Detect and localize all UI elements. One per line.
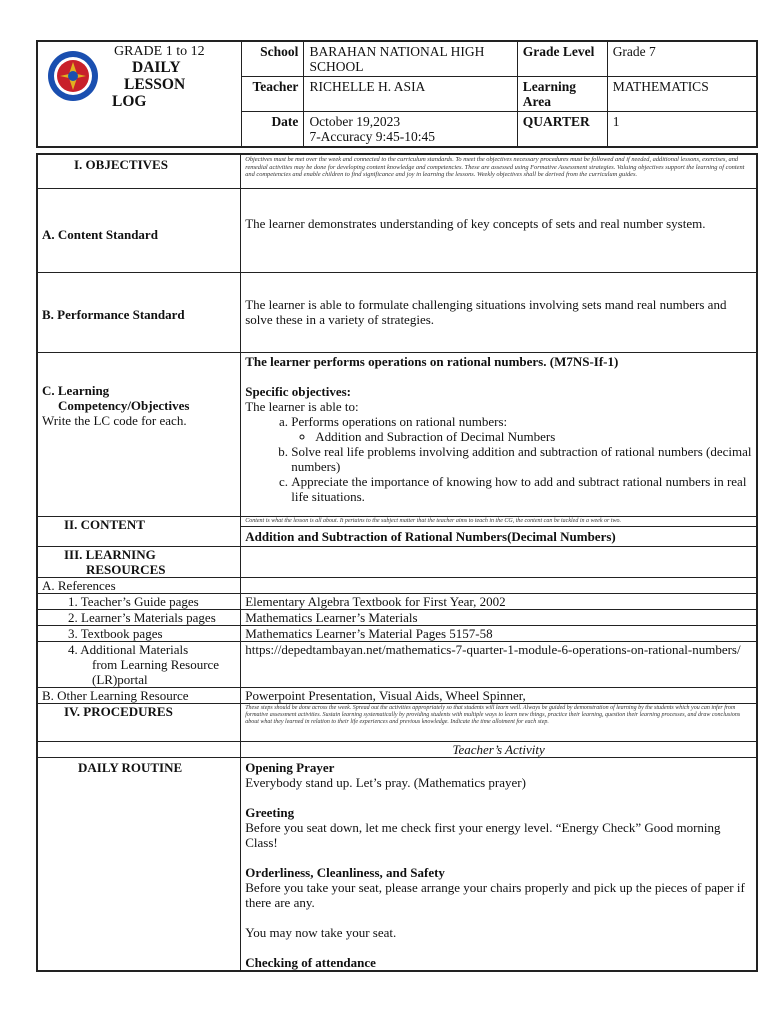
procedures-label: IV. PROCEDURES <box>37 703 241 741</box>
grade-level-value: Grade 7 <box>607 41 757 77</box>
references-value <box>241 577 757 593</box>
competency-main: The learner performs operations on rational numbers. (M7NS-If-1) <box>245 353 619 369</box>
textbook-pages-value: Mathematics Learner’s Material Pages 5157-58 <box>241 625 757 641</box>
date-line: October 19,2023 <box>309 114 401 129</box>
grade-level-label: Grade Level <box>517 41 607 77</box>
objective-a-bullet: ◦ Addition and Subraction of Decimal Numbers <box>315 429 752 444</box>
objective-a: Performs operations on rational numbers: <box>291 413 508 429</box>
performance-standard-text: The learner is able to formulate challenging situations involving sets mand real numbers and solve these in a variety of strategies. <box>241 272 757 352</box>
quarter-label: QUARTER <box>517 112 607 148</box>
attendance-title: Checking of attendance <box>245 954 376 970</box>
objectives-note: Objectives must be met over the week and connected to the curriculum standards. To meet the objectives necessary procedures must be followed and if needed, additional lessons, exercises, and remedial activities may be done for developing content knowledge and competencies. These are assessed using Formative Assessment strategies. Valuing objectives support the learning of content and competencies and enable children to find significance and joy in learning the lessons. Weekly objectives shall be derived from the curriculum guides. <box>241 154 757 188</box>
content-label: II. CONTENT <box>37 516 241 546</box>
date-label: Date <box>242 112 304 148</box>
learning-resources-line1: III. LEARNING <box>64 546 156 562</box>
content-standard-text: The learner demonstrates understanding of key concepts of sets and real number system. <box>241 188 757 272</box>
learners-materials-label: 2. Learner’s Materials pages <box>37 609 241 625</box>
orderliness-title: Orderliness, Cleanliness, and Safety <box>245 864 445 880</box>
performance-standard-label: B. Performance Standard <box>37 272 241 352</box>
objective-a-sublist <box>291 429 752 444</box>
lesson-table <box>36 153 758 972</box>
content-text: Addition and Subtraction of Rational Numbers(Decimal Numbers) <box>241 526 757 546</box>
teacher-value: RICHELLE H. ASIA <box>304 77 517 112</box>
competency-label-line3: Write the LC code for each. <box>42 412 187 428</box>
header-title-cell <box>37 41 242 147</box>
teacher-activity-left <box>37 741 241 757</box>
additional-materials-line2: from Learning Resource <box>92 656 220 672</box>
competency-label-line2: Competency/Objectives <box>58 397 190 413</box>
grade-range: GRADE 1 to 12 <box>114 44 205 59</box>
teacher-activity-header: Teacher’s Activity <box>241 741 757 757</box>
objective-c: c. Appreciate the importance of knowing how to add and subtract rational numbers in real life situations. <box>291 474 752 504</box>
specific-objectives-heading: Specific objectives: <box>245 383 351 399</box>
daily-routine-content <box>241 757 757 971</box>
textbook-pages-label: 3. Textbook pages <box>37 625 241 641</box>
title-lesson: LESSON <box>124 76 186 93</box>
learning-area-label: Learning Area <box>517 77 607 112</box>
additional-materials-label <box>37 641 241 687</box>
opening-prayer-text: Everybody stand up. Let’s pray. (Mathematics prayer) <box>245 774 526 790</box>
competency-label-line1: C. Learning <box>42 382 110 398</box>
title-daily: DAILY <box>132 59 181 76</box>
opening-prayer-title: Opening Prayer <box>245 759 335 775</box>
header-table <box>36 40 758 148</box>
procedures-note: These steps should be done across the week. Spread out the activities appropriately so that students will learn well. Always be guided by demonstration of learning by the students which you can infer from formative assessment activities. Sustain learning systematically by providing students with multiple ways to learn new things, practice their learning, question their learning processes, and draw conclusions about what they learned in relation to their life experiences and previous knowledge. Indicate the time allotment for each step. <box>241 703 757 741</box>
content-standard-label: A. Content Standard <box>37 188 241 272</box>
objective-b: b. Solve real life problems involving addition and subtraction of rational numbers (decimal numbers) <box>291 444 752 474</box>
take-seat-text: You may now take your seat. <box>245 924 397 940</box>
content-note: Content is what the lesson is all about. It pertains to the subject matter that the teacher aims to teach in the CG, the content can be tackled in a week or two. <box>241 516 757 526</box>
additional-materials-line1: 4. Additional Materials <box>68 641 189 657</box>
deped-seal-icon <box>46 48 100 104</box>
orderliness-text: Before you take your seat, please arrange your chairs properly and pick up the pieces of paper if there are any. <box>245 879 745 910</box>
teacher-label: Teacher <box>242 77 304 112</box>
section-time-line: 7-Accuracy 9:45-10:45 <box>309 129 436 144</box>
learning-resources-value <box>241 546 757 577</box>
competency-label <box>37 352 241 516</box>
other-resource-label: B. Other Learning Resource <box>37 687 241 703</box>
objectives-label: I. OBJECTIVES <box>37 154 241 188</box>
title-log: LOG <box>112 93 147 110</box>
quarter-value: 1 <box>607 112 757 148</box>
teachers-guide-value: Elementary Algebra Textbook for First Year, 2002 <box>241 593 757 609</box>
learning-area-value: MATHEMATICS <box>607 77 757 112</box>
learning-resources-label <box>37 546 241 577</box>
additional-materials-line3: (LR)portal <box>92 671 148 687</box>
learning-resources-line2: RESOURCES <box>86 561 166 577</box>
additional-materials-value: https://depedtambayan.net/mathematics-7-quarter-1-module-6-operations-on-rational-numbers/ <box>241 641 757 687</box>
list-item <box>291 414 752 444</box>
teachers-guide-label: 1. Teacher’s Guide pages <box>37 593 241 609</box>
school-value: BARAHAN NATIONAL HIGH SCHOOL <box>304 41 517 77</box>
greeting-text: Before you seat down, let me check first your energy level. “Energy Check” Good morning Class! <box>245 819 721 850</box>
competency-content <box>241 352 757 516</box>
able-to-text: The learner is able to: <box>245 398 359 414</box>
school-label: School <box>242 41 304 77</box>
learners-materials-value: Mathematics Learner’s Materials <box>241 609 757 625</box>
daily-routine-label: DAILY ROUTINE <box>37 757 241 971</box>
date-value <box>304 112 517 148</box>
greeting-title: Greeting <box>245 804 295 820</box>
references-label: A. References <box>37 577 241 593</box>
other-resource-value: Powerpoint Presentation, Visual Aids, Wheel Spinner, <box>241 687 757 703</box>
objectives-list <box>245 414 752 504</box>
